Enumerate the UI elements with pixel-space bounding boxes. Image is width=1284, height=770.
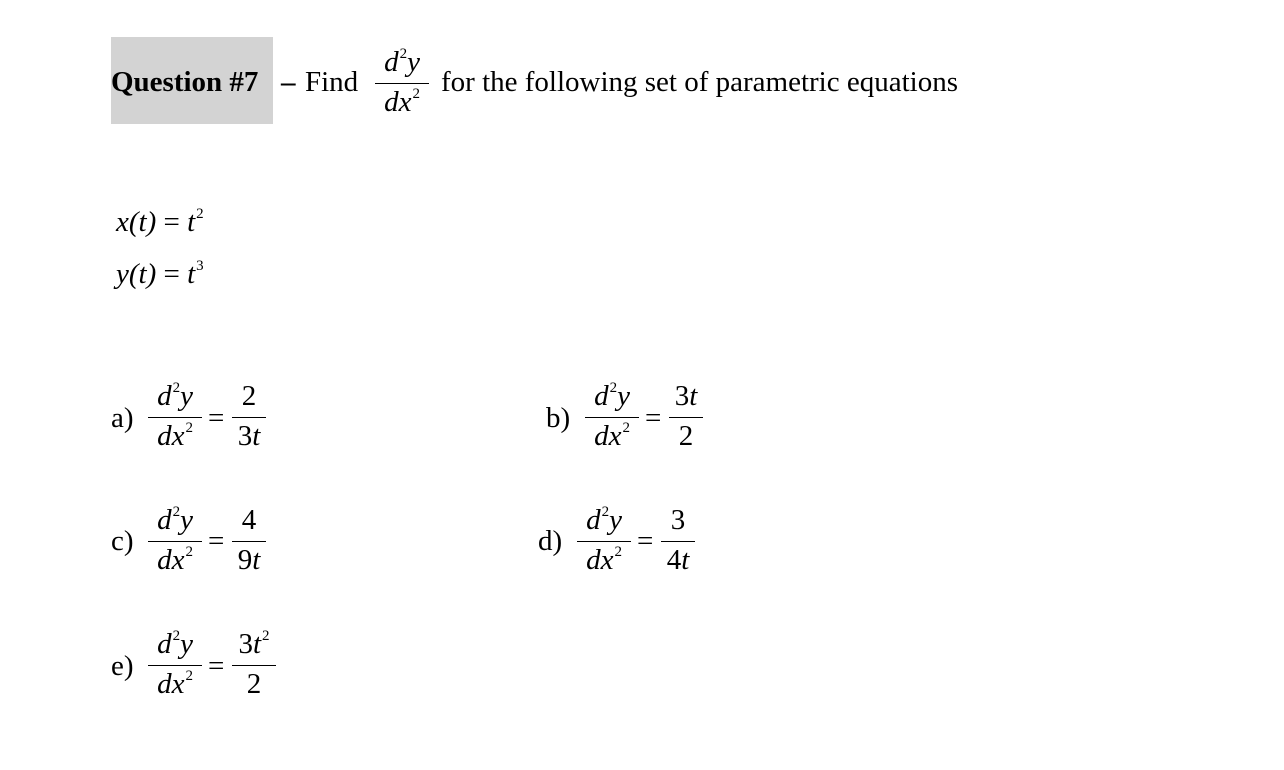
option-b-rhs: 3t 2	[669, 380, 703, 454]
option-d-equals: =	[637, 525, 654, 557]
fraction-bar	[375, 83, 429, 84]
question-dash: –	[281, 66, 296, 98]
equation-y: $y(t) = t^3$	[116, 258, 204, 290]
option-a-letter: a)	[111, 402, 134, 434]
option-c-lhs: $d^2y$ $dx^2$	[148, 504, 202, 578]
equation-x: $x(t) = t^2$	[116, 206, 204, 238]
derivative-numerator: $d^2y$	[384, 46, 420, 78]
option-b-lhs: $d^2y$ $dx^2$	[585, 380, 639, 454]
option-d-letter: d)	[538, 525, 563, 557]
option-e-equals: =	[208, 650, 225, 682]
question-text: for the following set of parametric equations	[441, 66, 959, 98]
option-e-lhs: $d^2y$ $dx^2$	[148, 628, 202, 702]
option-d-lhs: $d^2y$ $dx^2$	[577, 504, 631, 578]
option-b-letter: b)	[546, 402, 571, 434]
option-c-letter: c)	[111, 525, 134, 557]
option-b-equals: =	[645, 402, 662, 434]
option-e-letter: e)	[111, 650, 134, 682]
option-c-rhs: 4 9t	[232, 504, 266, 578]
question-find: Find	[305, 66, 359, 98]
option-a-lhs: $d^2y$ $dx^2$	[148, 380, 202, 454]
question-label: Question #7	[111, 66, 259, 98]
question-derivative	[375, 46, 429, 120]
option-a-rhs: 2 3t	[232, 380, 266, 454]
option-a-equals: =	[208, 402, 225, 434]
option-c-equals: =	[208, 525, 225, 557]
derivative-denominator: $dx^2$	[384, 86, 420, 118]
option-e-rhs: $3t^2$ 2	[232, 628, 276, 702]
option-d-rhs: 3 4t	[661, 504, 695, 578]
